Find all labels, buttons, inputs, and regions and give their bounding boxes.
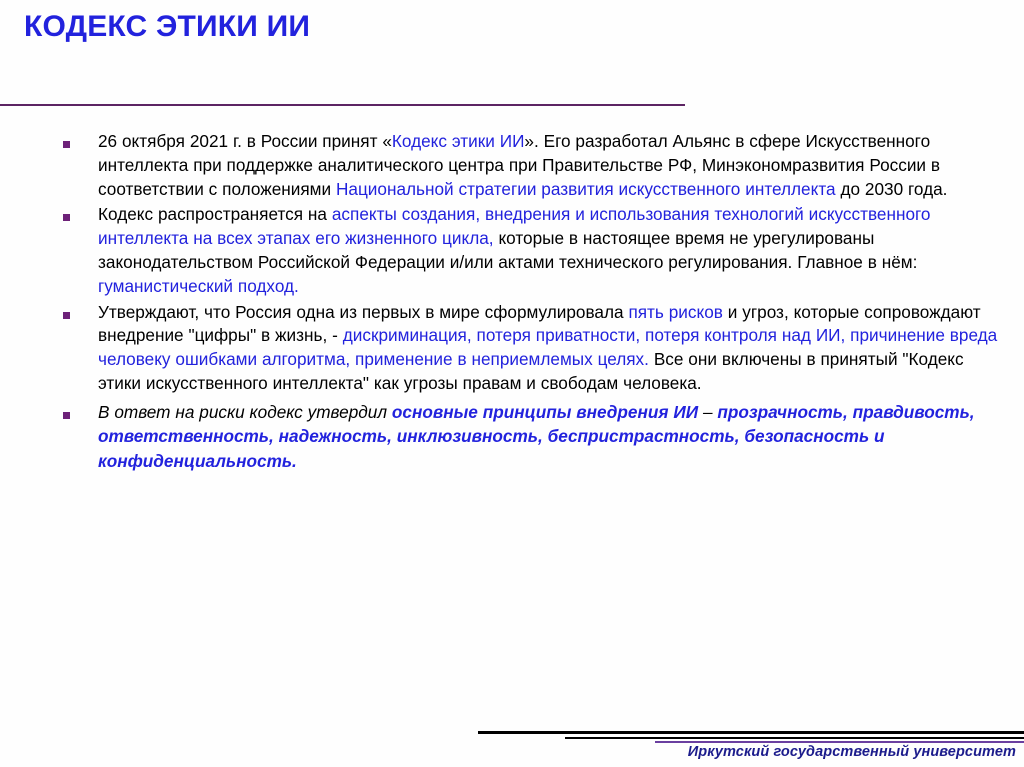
text-run: гуманистический подход. — [98, 275, 299, 296]
footer-rule-black-upper — [478, 731, 1024, 734]
bullet-3-text — [98, 301, 998, 396]
text-run: – — [698, 401, 718, 422]
text-run: прозрачность, правдивость, ответственность, надежность, инклюзивность, беспристрастность, безопасность и конфиденциальность. — [98, 401, 975, 471]
list-item — [58, 130, 998, 201]
bullet-4-text — [98, 400, 998, 474]
footer-institution: Иркутский государственный университет — [687, 744, 1016, 760]
text-run: Кодекс распространяется на — [98, 204, 332, 225]
text-run: Кодекс этики ИИ — [391, 131, 525, 151]
list-item — [58, 301, 998, 396]
square-bullet-icon — [63, 141, 70, 148]
text-run: и угроз, которые сопровождают внедрение "цифры" в жизнь, - — [98, 301, 981, 346]
footer-rule-black-lower — [565, 737, 1024, 739]
footer-rule-purple — [655, 741, 1024, 743]
text-run: 26 октября 2021 г. в России принят « — [98, 131, 392, 151]
text-run: которые в настоящее время не урегулированы законодательством Российской Федерации и/или актами технического регулирования. Главное в нём: — [98, 228, 918, 272]
list-item — [58, 203, 998, 298]
page-title: КОДЕКС ЭТИКИ ИИ — [24, 10, 311, 43]
bullet-2-text — [98, 203, 998, 298]
bullet-list — [58, 130, 998, 477]
bullet-1-text — [98, 130, 998, 201]
text-run: основные принципы внедрения ИИ — [391, 401, 699, 422]
text-run: аспекты создания, внедрения и использования технологий искусственного интеллекта на всех этапах его жизненного цикла, — [98, 204, 931, 249]
text-run: Утверждают, что Россия одна из первых в мире сформулировала — [98, 301, 629, 322]
text-run: пять рисков — [628, 301, 723, 322]
title-divider — [0, 104, 685, 106]
square-bullet-icon — [63, 412, 70, 419]
list-item — [58, 400, 998, 474]
text-run: до 2030 года. — [835, 178, 948, 199]
text-run: В ответ на риски кодекс утвердил — [98, 401, 392, 422]
text-run: Все они включены в принятый "Кодекс этики искусственного интеллекта" как угрозы правам и свободам человека. — [98, 349, 964, 393]
square-bullet-icon — [63, 214, 70, 221]
text-run: ». Его разработал Альянс в сфере Искусственного интеллекта при поддержке аналитического центра при Правительстве РФ, Минэкономразвития России в соответствии с положениями — [98, 131, 941, 199]
text-run: Национальной стратегии развития искусственного интеллекта — [335, 178, 836, 199]
square-bullet-icon — [63, 312, 70, 319]
text-run: дискриминация, потеря приватности, потеря контроля над ИИ, причинение вреда человеку ошибками алгоритма, применение в неприемлемых целях. — [98, 325, 998, 370]
